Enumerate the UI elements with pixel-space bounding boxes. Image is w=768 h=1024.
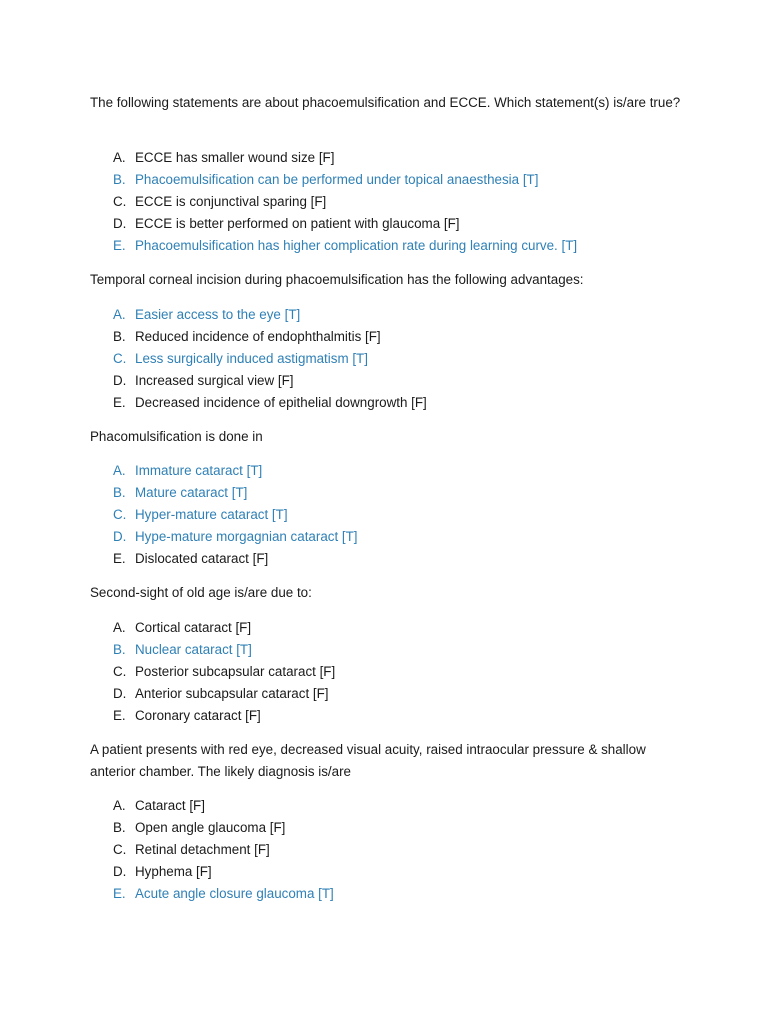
option-2d: D. Increased surgical view [F] xyxy=(113,372,294,388)
option-1a: A. ECCE has smaller wound size [F] xyxy=(113,150,335,165)
option-3a: A. Immature cataract [T] xyxy=(113,463,263,478)
option-1b: B. Phacoemulsification can be performed under topical anaesthesia [T] xyxy=(113,171,539,187)
option-3b: B. Mature cataract [T] xyxy=(113,484,248,500)
question-2-options xyxy=(113,304,713,413)
question-3-options xyxy=(113,460,713,569)
option-1e: E. Phacoemulsification has higher complication rate during learning curve. [T] xyxy=(113,237,578,253)
option-4e: E. Coronary cataract [F] xyxy=(113,707,261,723)
option-2a: A. Easier access to the eye [T] xyxy=(113,307,301,322)
option-2e: E. Decreased incidence of epithelial downgrowth [F] xyxy=(113,394,427,410)
question-2-stem: Temporal corneal incision during phacoemulsification has the following advantages: xyxy=(90,272,584,287)
question-5-options xyxy=(113,795,713,904)
question-5-stem: A patient presents with red eye, decreased visual acuity, raised intraocular pressure & shallow anterior chamber. The likely diagnosis is/are xyxy=(90,742,646,779)
question-3-stem: Phacomulsification is done in xyxy=(90,429,263,444)
option-3e: E. Dislocated cataract [F] xyxy=(113,550,269,566)
option-4b: B. Nuclear cataract [T] xyxy=(113,641,252,657)
question-4-stem: Second-sight of old age is/are due to: xyxy=(90,585,312,600)
option-2b: B. Reduced incidence of endophthalmitis [F] xyxy=(113,328,381,344)
option-4a: A. Cortical cataract [F] xyxy=(113,620,252,635)
question-4-options xyxy=(113,617,713,726)
option-2c: C. Less surgically induced astigmatism [T] xyxy=(113,350,368,366)
option-5d: D. Hyphema [F] xyxy=(113,863,212,879)
option-4c: C. Posterior subcapsular cataract [F] xyxy=(113,663,336,679)
option-4d: D. Anterior subcapsular cataract [F] xyxy=(113,685,329,701)
option-5c: C. Retinal detachment [F] xyxy=(113,841,270,857)
option-3c: C. Hyper-mature cataract [T] xyxy=(113,506,288,522)
option-5b: B. Open angle glaucoma [F] xyxy=(113,819,286,835)
option-1c: C. ECCE is conjunctival sparing [F] xyxy=(113,193,327,209)
option-1d: D. ECCE is better performed on patient with glaucoma [F] xyxy=(113,215,460,231)
question-1-options xyxy=(113,147,713,256)
option-5e: E. Acute angle closure glaucoma [T] xyxy=(113,885,334,901)
question-1-stem: The following statements are about phacoemulsification and ECCE. Which statement(s) is/are true? xyxy=(90,95,681,110)
option-3d: D. Hype-mature morgagnian cataract [T] xyxy=(113,528,358,544)
option-5a: A. Cataract [F] xyxy=(113,798,205,813)
